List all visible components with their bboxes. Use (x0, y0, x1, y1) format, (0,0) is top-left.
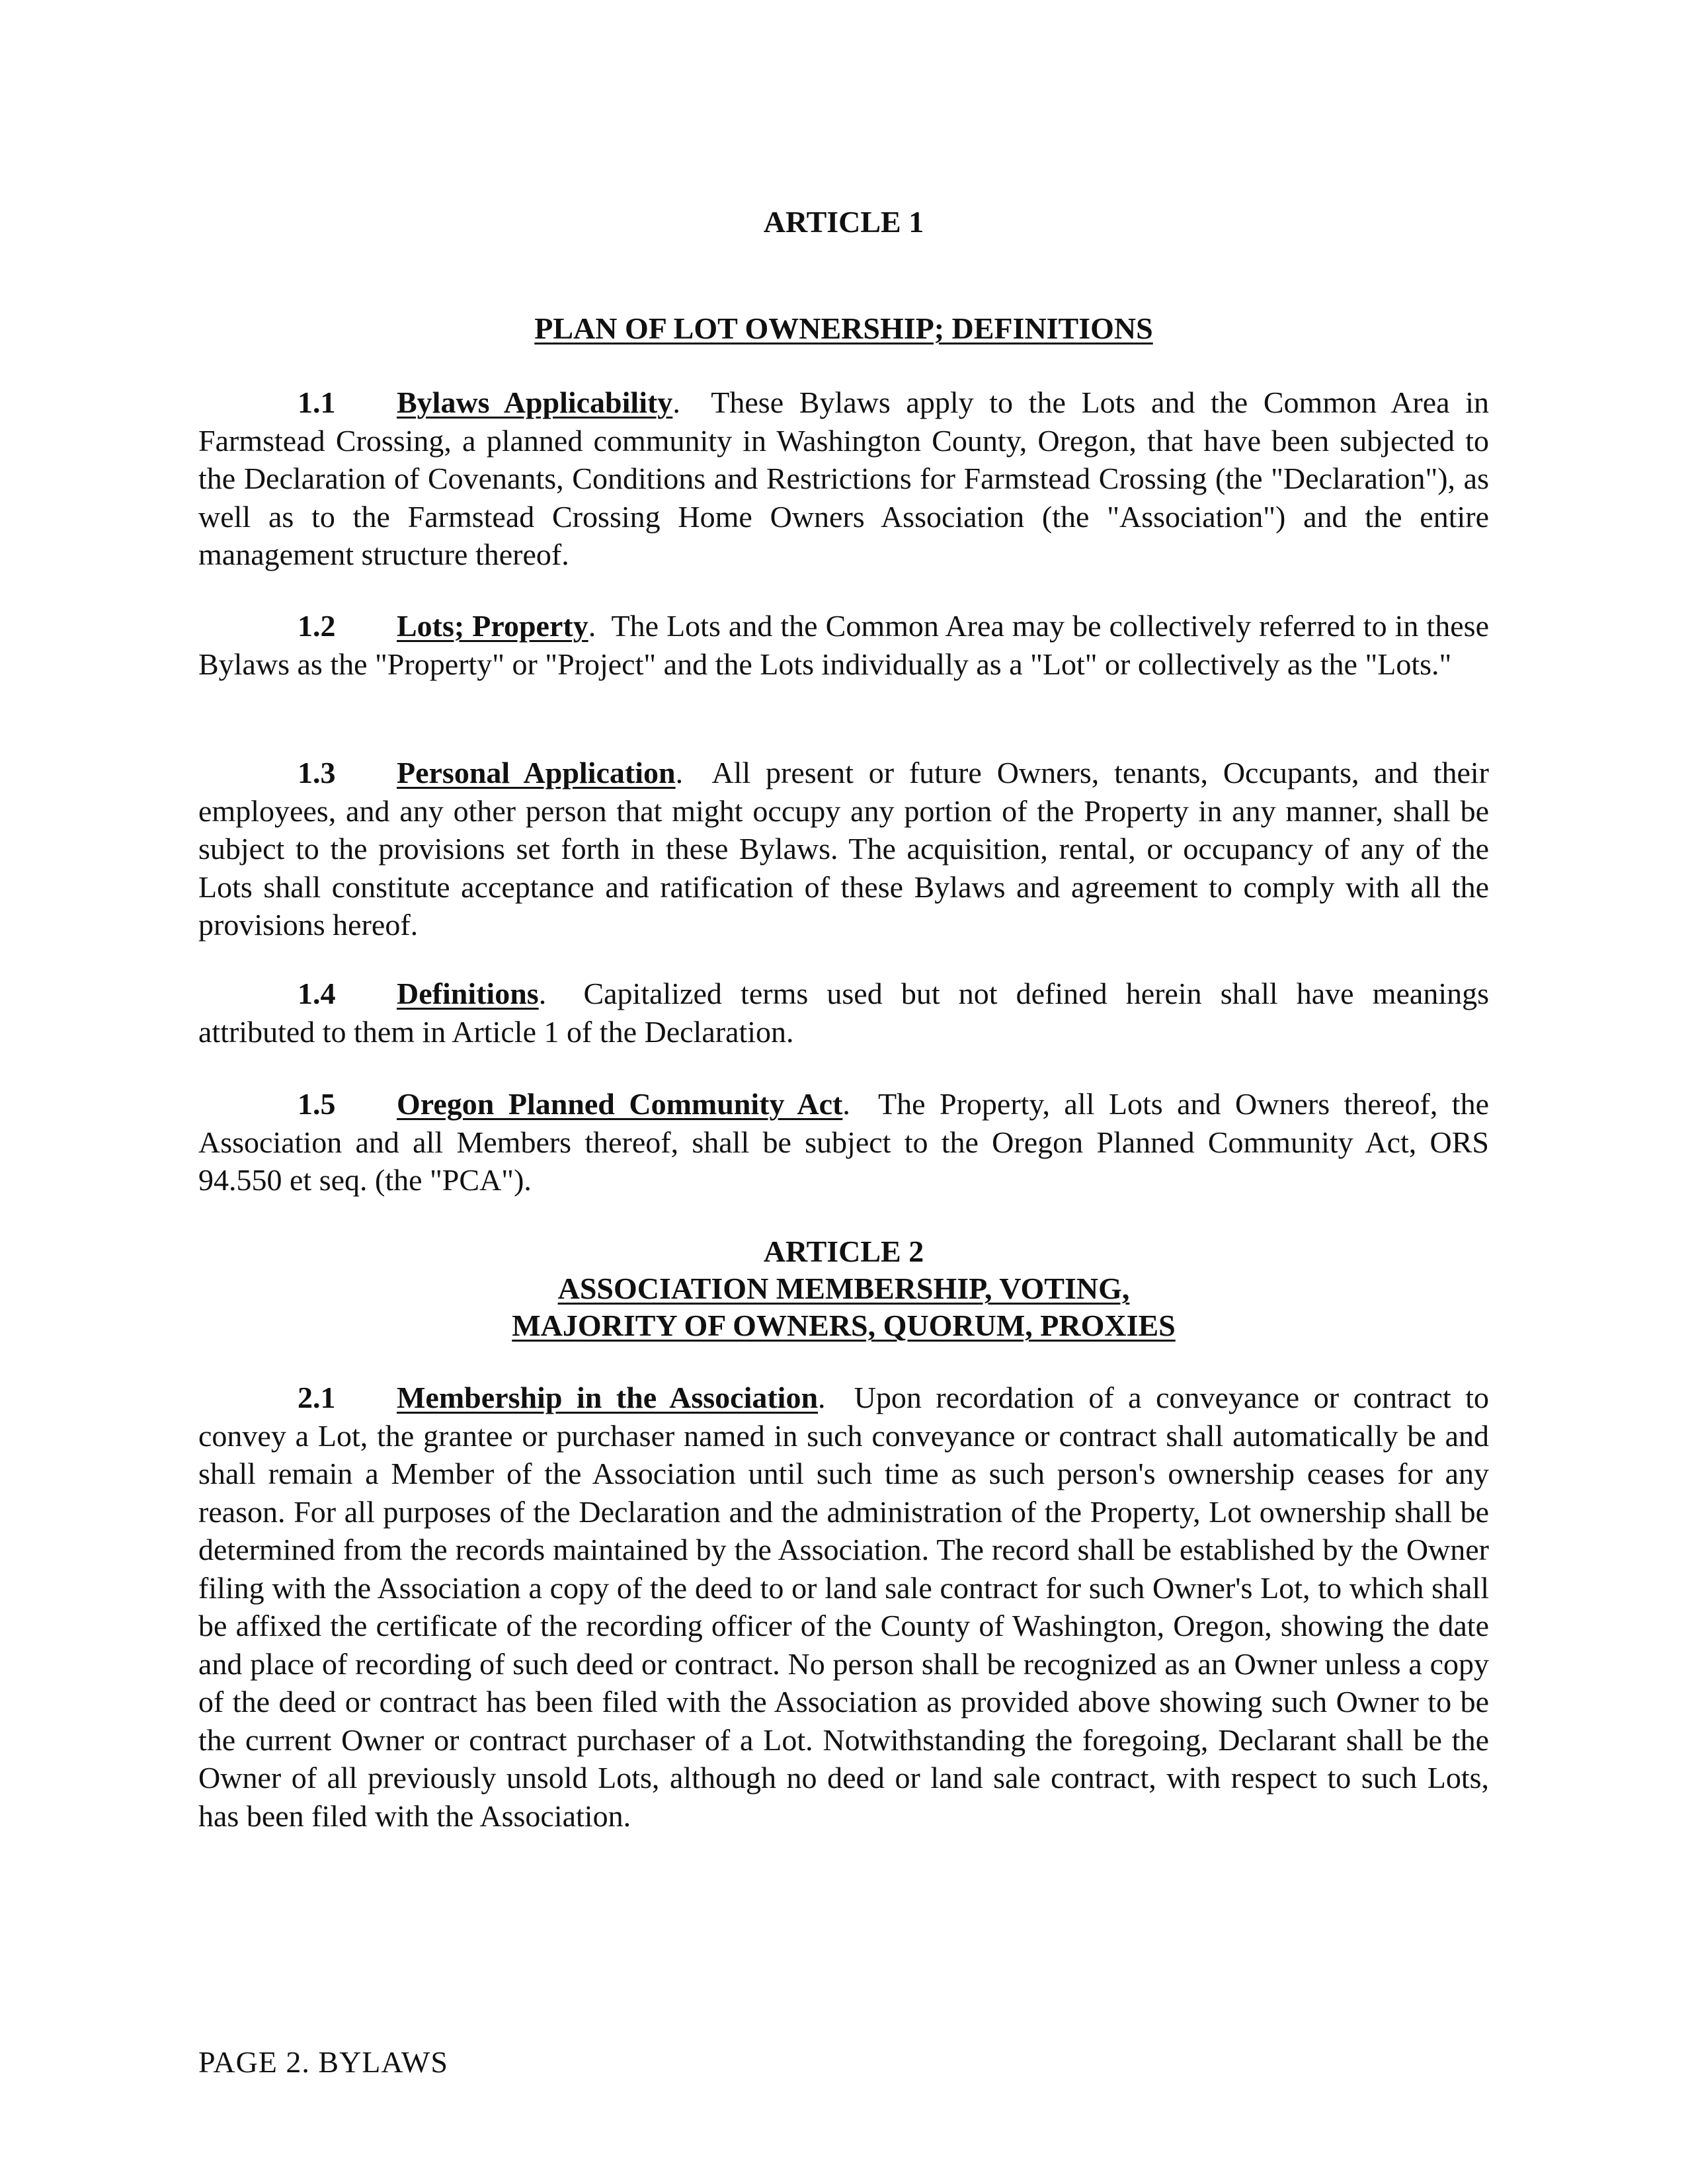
section-number: 1.4 (298, 977, 336, 1010)
section-number: 1.2 (298, 609, 336, 643)
section-text: These Bylaws apply to the Lots and the Common Area in Farmstead Crossing, a planned community in Washington County, Oregon, that have been subjected to the Declaration of Covenants, Conditions and Restrictions for Farmstead Crossing (the "Declaration"), as well as to the Farmstead Crossing Home Owners Association (the "Association") and the entire management structure thereof. (198, 385, 1490, 571)
section-1-1: 1.1 Bylaws Applicability. These Bylaws apply to the Lots and the Common Area in Farmstead Crossing, a planned community in Washington County, Oregon, that have been subjected to the Declaration of Covenants, Conditions and Restrictions for Farmstead Crossing (the "Declaration"), as well as to the Farmstead Crossing Home Owners Association (the "Association") and the entire management structure thereof. (198, 384, 1489, 574)
section-1-2: 1.2 Lots; Property. The Lots and the Common Area may be collectively referred to in these Bylaws as the "Property" or "Project" and the Lots individually as a "Lot" or collectively as the "Lots." (198, 607, 1489, 683)
section-heading: Definitions (397, 977, 539, 1010)
section-heading: Bylaws Applicability (397, 385, 673, 419)
section-text: The Property, all Lots and Owners thereof, the Association and all Members thereof, shall be subject to the Oregon Planned Community Act, ORS 94.550 et seq. (the "PCA"). (198, 1087, 1489, 1197)
document-page (198, 0, 1489, 2184)
section-number: 1.5 (298, 1087, 336, 1121)
article-2-subtitle-line-1: ASSOCIATION MEMBERSHIP, VOTING, (557, 1272, 1130, 1305)
section-text: Capitalized terms used but not defined herein shall have meanings attributed to them in Article 1 of the Declaration. (198, 977, 1490, 1049)
section-heading: Oregon Planned Community Act (397, 1087, 843, 1121)
article-1-title: ARTICLE 1 (763, 205, 924, 239)
section-text: The Lots and the Common Area may be collectively referred to in these Bylaws as the "Property" or "Project" and the Lots individually as a "Lot" or collectively as the "Lots." (198, 609, 1489, 681)
section-heading: Membership in the Association (397, 1381, 819, 1414)
section-1-4: 1.4 Definitions. Capitalized terms used but not defined herein shall have meanings attributed to them in Article 1 of the Declaration. (198, 975, 1489, 1051)
article-2-subtitle-line-2: MAJORITY OF OWNERS, QUORUM, PROXIES (512, 1309, 1176, 1342)
section-number: 1.1 (298, 385, 336, 419)
section-text: All present or future Owners, tenants, Occupants, and their employees, and any other person that might occupy any portion of the Property in any manner, shall be subject to the provisions set forth in these Bylaws. The acquisition, rental, or occupancy of any of the Lots shall constitute acceptance and ratification of these Bylaws and agreement to comply with all the provisions hereof. (198, 756, 1489, 942)
article-1-subtitle: PLAN OF LOT OWNERSHIP; DEFINITIONS (534, 311, 1153, 345)
section-text: Upon recordation of a conveyance or contract to convey a Lot, the grantee or purchaser named in such conveyance or contract shall automatically be and shall remain a Member of the Association until such time as such person's ownership ceases for any reason. For all purposes of the Declaration and the administration of the Property, Lot ownership shall be determined from the records maintained by the Association. The record shall be established by the Owner filing with the Association a copy of the deed to or land sale contract for such Owner's Lot, to which shall be affixed the certificate of the recording officer of the County of Washington, Oregon, showing the date and place of recording of such deed or contract. No person shall be recognized as an Owner unless a copy of the deed or contract has been filed with the Association as provided above showing such Owner to be the current Owner or contract purchaser of a Lot. Notwithstanding the foregoing, Declarant shall be the Owner of all previously unsold Lots, although no deed or land sale contract, with respect to such Lots, has been filed with the Association. (198, 1381, 1490, 1833)
article-2-title: ARTICLE 2 (763, 1234, 924, 1268)
section-heading: Lots; Property (397, 609, 588, 643)
page-footer: PAGE 2. BYLAWS (198, 2045, 448, 2079)
section-number: 2.1 (298, 1381, 336, 1414)
section-number: 1.3 (298, 756, 336, 789)
section-heading: Personal Application (397, 756, 676, 789)
section-1-5: 1.5 Oregon Planned Community Act. The Property, all Lots and Owners thereof, the Association and all Members thereof, shall be subject to the Oregon Planned Community Act, ORS 94.550 et seq. (the "PCA"). (198, 1085, 1489, 1199)
section-1-3: 1.3 Personal Application. All present or future Owners, tenants, Occupants, and their employees, and any other person that might occupy any portion of the Property in any manner, shall be subject to the provisions set forth in these Bylaws. The acquisition, rental, or occupancy of any of the Lots shall constitute acceptance and ratification of these Bylaws and agreement to comply with all the provisions hereof. (198, 754, 1489, 944)
section-2-1: 2.1 Membership in the Association. Upon recordation of a conveyance or contract to convey a Lot, the grantee or purchaser named in such conveyance or contract shall automatically be and shall remain a Member of the Association until such time as such person's ownership ceases for any reason. For all purposes of the Declaration and the administration of the Property, Lot ownership shall be determined from the records maintained by the Association. The record shall be established by the Owner filing with the Association a copy of the deed to or land sale contract for such Owner's Lot, to which shall be affixed the certificate of the recording officer of the County of Washington, Oregon, showing the date and place of recording of such deed or contract. No person shall be recognized as an Owner unless a copy of the deed or contract has been filed with the Association as provided above showing such Owner to be the current Owner or contract purchaser of a Lot. Notwithstanding the foregoing, Declarant shall be the Owner of all previously unsold Lots, although no deed or land sale contract, with respect to such Lots, has been filed with the Association. (198, 1379, 1489, 1835)
